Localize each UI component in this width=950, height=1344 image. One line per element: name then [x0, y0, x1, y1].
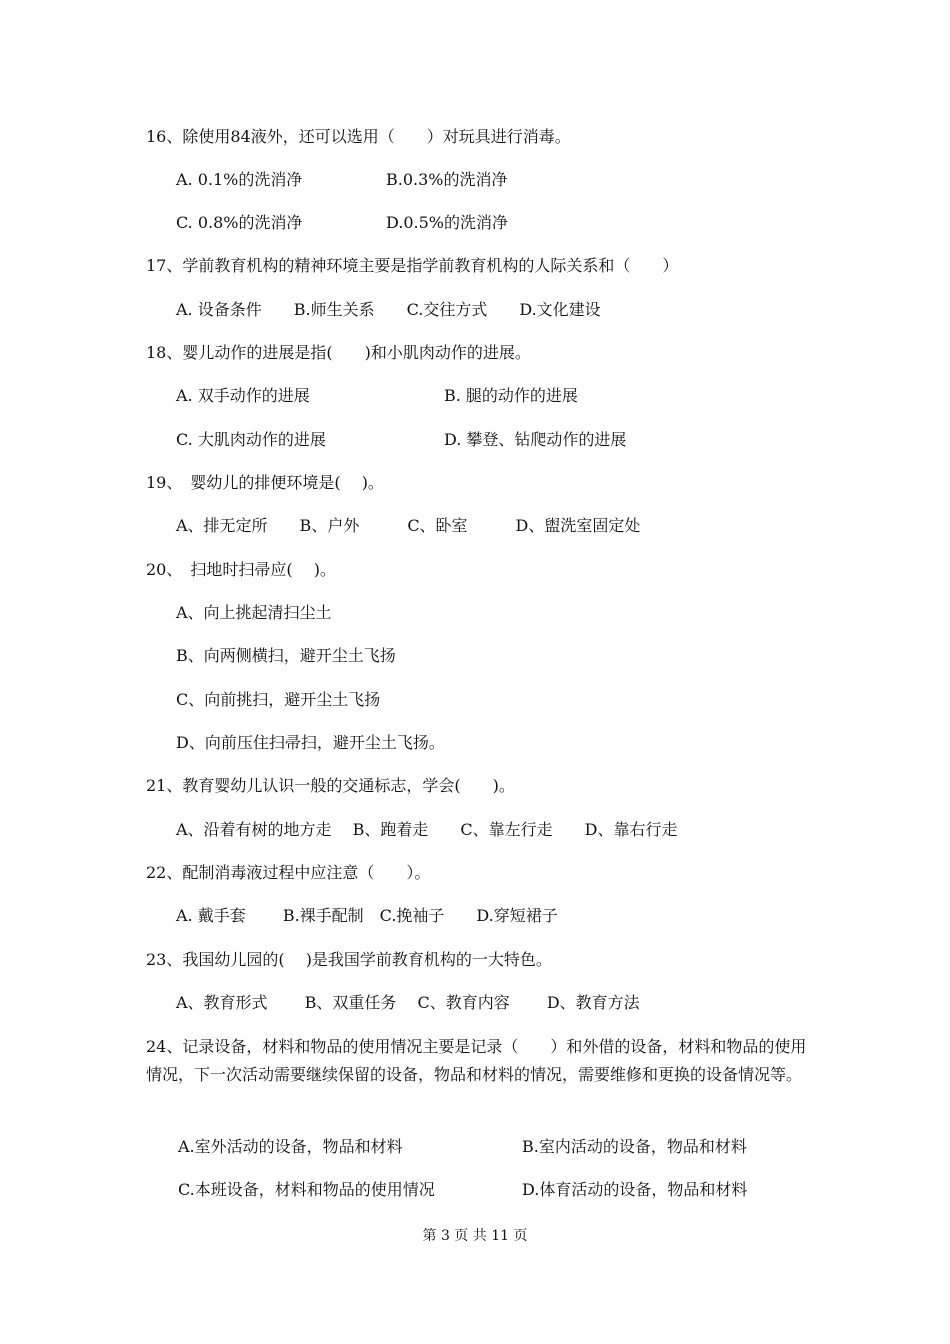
- question-16-option-c: C. 0.8%的洗消净: [176, 213, 303, 232]
- question-24-stem: 24、记录设备，材料和物品的使用情况主要是记录（ ）和外借的设备，材料和物品的使用情况，下一次活动需要继续保留的设备，物品和材料的情况，需要维修和更换的设备情况等。: [146, 1037, 807, 1084]
- question-24-option-c: C.本班设备，材料和物品的使用情况: [178, 1180, 435, 1199]
- question-20-option-c: C、向前挑扫，避开尘土飞扬: [176, 690, 381, 709]
- question-18-option-b: B. 腿的动作的进展: [444, 386, 578, 405]
- question-19-options: A、排无定所 B、户外 C、卧室 D、盥洗室固定处: [176, 516, 641, 535]
- question-18-option-a: A. 双手动作的进展: [176, 386, 310, 405]
- question-16-option-a: A. 0.1%的洗消净: [176, 170, 303, 189]
- question-20-stem: 20、 扫地时扫帚应( )。: [146, 560, 336, 579]
- question-24-option-d: D.体育活动的设备，物品和材料: [522, 1180, 748, 1199]
- question-18-option-c: C. 大肌肉动作的进展: [176, 430, 326, 449]
- question-23-options: A、教育形式 B、双重任务 C、教育内容 D、教育方法: [176, 993, 640, 1012]
- question-24-option-b: B.室内活动的设备，物品和材料: [522, 1137, 747, 1156]
- question-16-stem: 16、除使用84液外，还可以选用（ ）对玩具进行消毒。: [146, 127, 571, 146]
- question-17-options: A. 设备条件 B.师生关系 C.交往方式 D.文化建设: [176, 300, 601, 319]
- question-20-option-a: A、向上挑起清扫尘土: [176, 603, 332, 622]
- question-18-stem: 18、婴儿动作的进展是指( )和小肌肉动作的进展。: [146, 343, 531, 362]
- question-20-option-d: D、向前压住扫帚扫，避开尘土飞扬。: [176, 733, 445, 752]
- question-22-options: A. 戴手套 B.裸手配制 C.挽袖子 D.穿短裙子: [176, 906, 558, 925]
- question-21-stem: 21、教育婴幼儿认识一般的交通标志，学会( )。: [146, 776, 515, 795]
- question-17-stem: 17、学前教育机构的精神环境主要是指学前教育机构的人际关系和（ ）: [146, 256, 679, 275]
- question-19-stem: 19、 婴幼儿的排便环境是( )。: [146, 473, 384, 492]
- question-22-stem: 22、配制消毒液过程中应注意（ ）。: [146, 863, 431, 882]
- question-18-option-d: D. 攀登、钻爬动作的进展: [444, 430, 627, 449]
- question-24-option-a: A.室外活动的设备，物品和材料: [178, 1137, 403, 1156]
- page-number-footer: 第 3 页 共 11 页: [422, 1228, 528, 1244]
- question-20-option-b: B、向两侧横扫，避开尘土飞扬: [176, 646, 396, 665]
- question-21-options: A、沿着有树的地方走 B、跑着走 C、靠左行走 D、靠右行走: [176, 820, 678, 839]
- question-16-option-d: D.0.5%的洗消净: [386, 213, 508, 232]
- question-16-option-b: B.0.3%的洗消净: [386, 170, 508, 189]
- question-23-stem: 23、我国幼儿园的( )是我国学前教育机构的一大特色。: [146, 950, 552, 969]
